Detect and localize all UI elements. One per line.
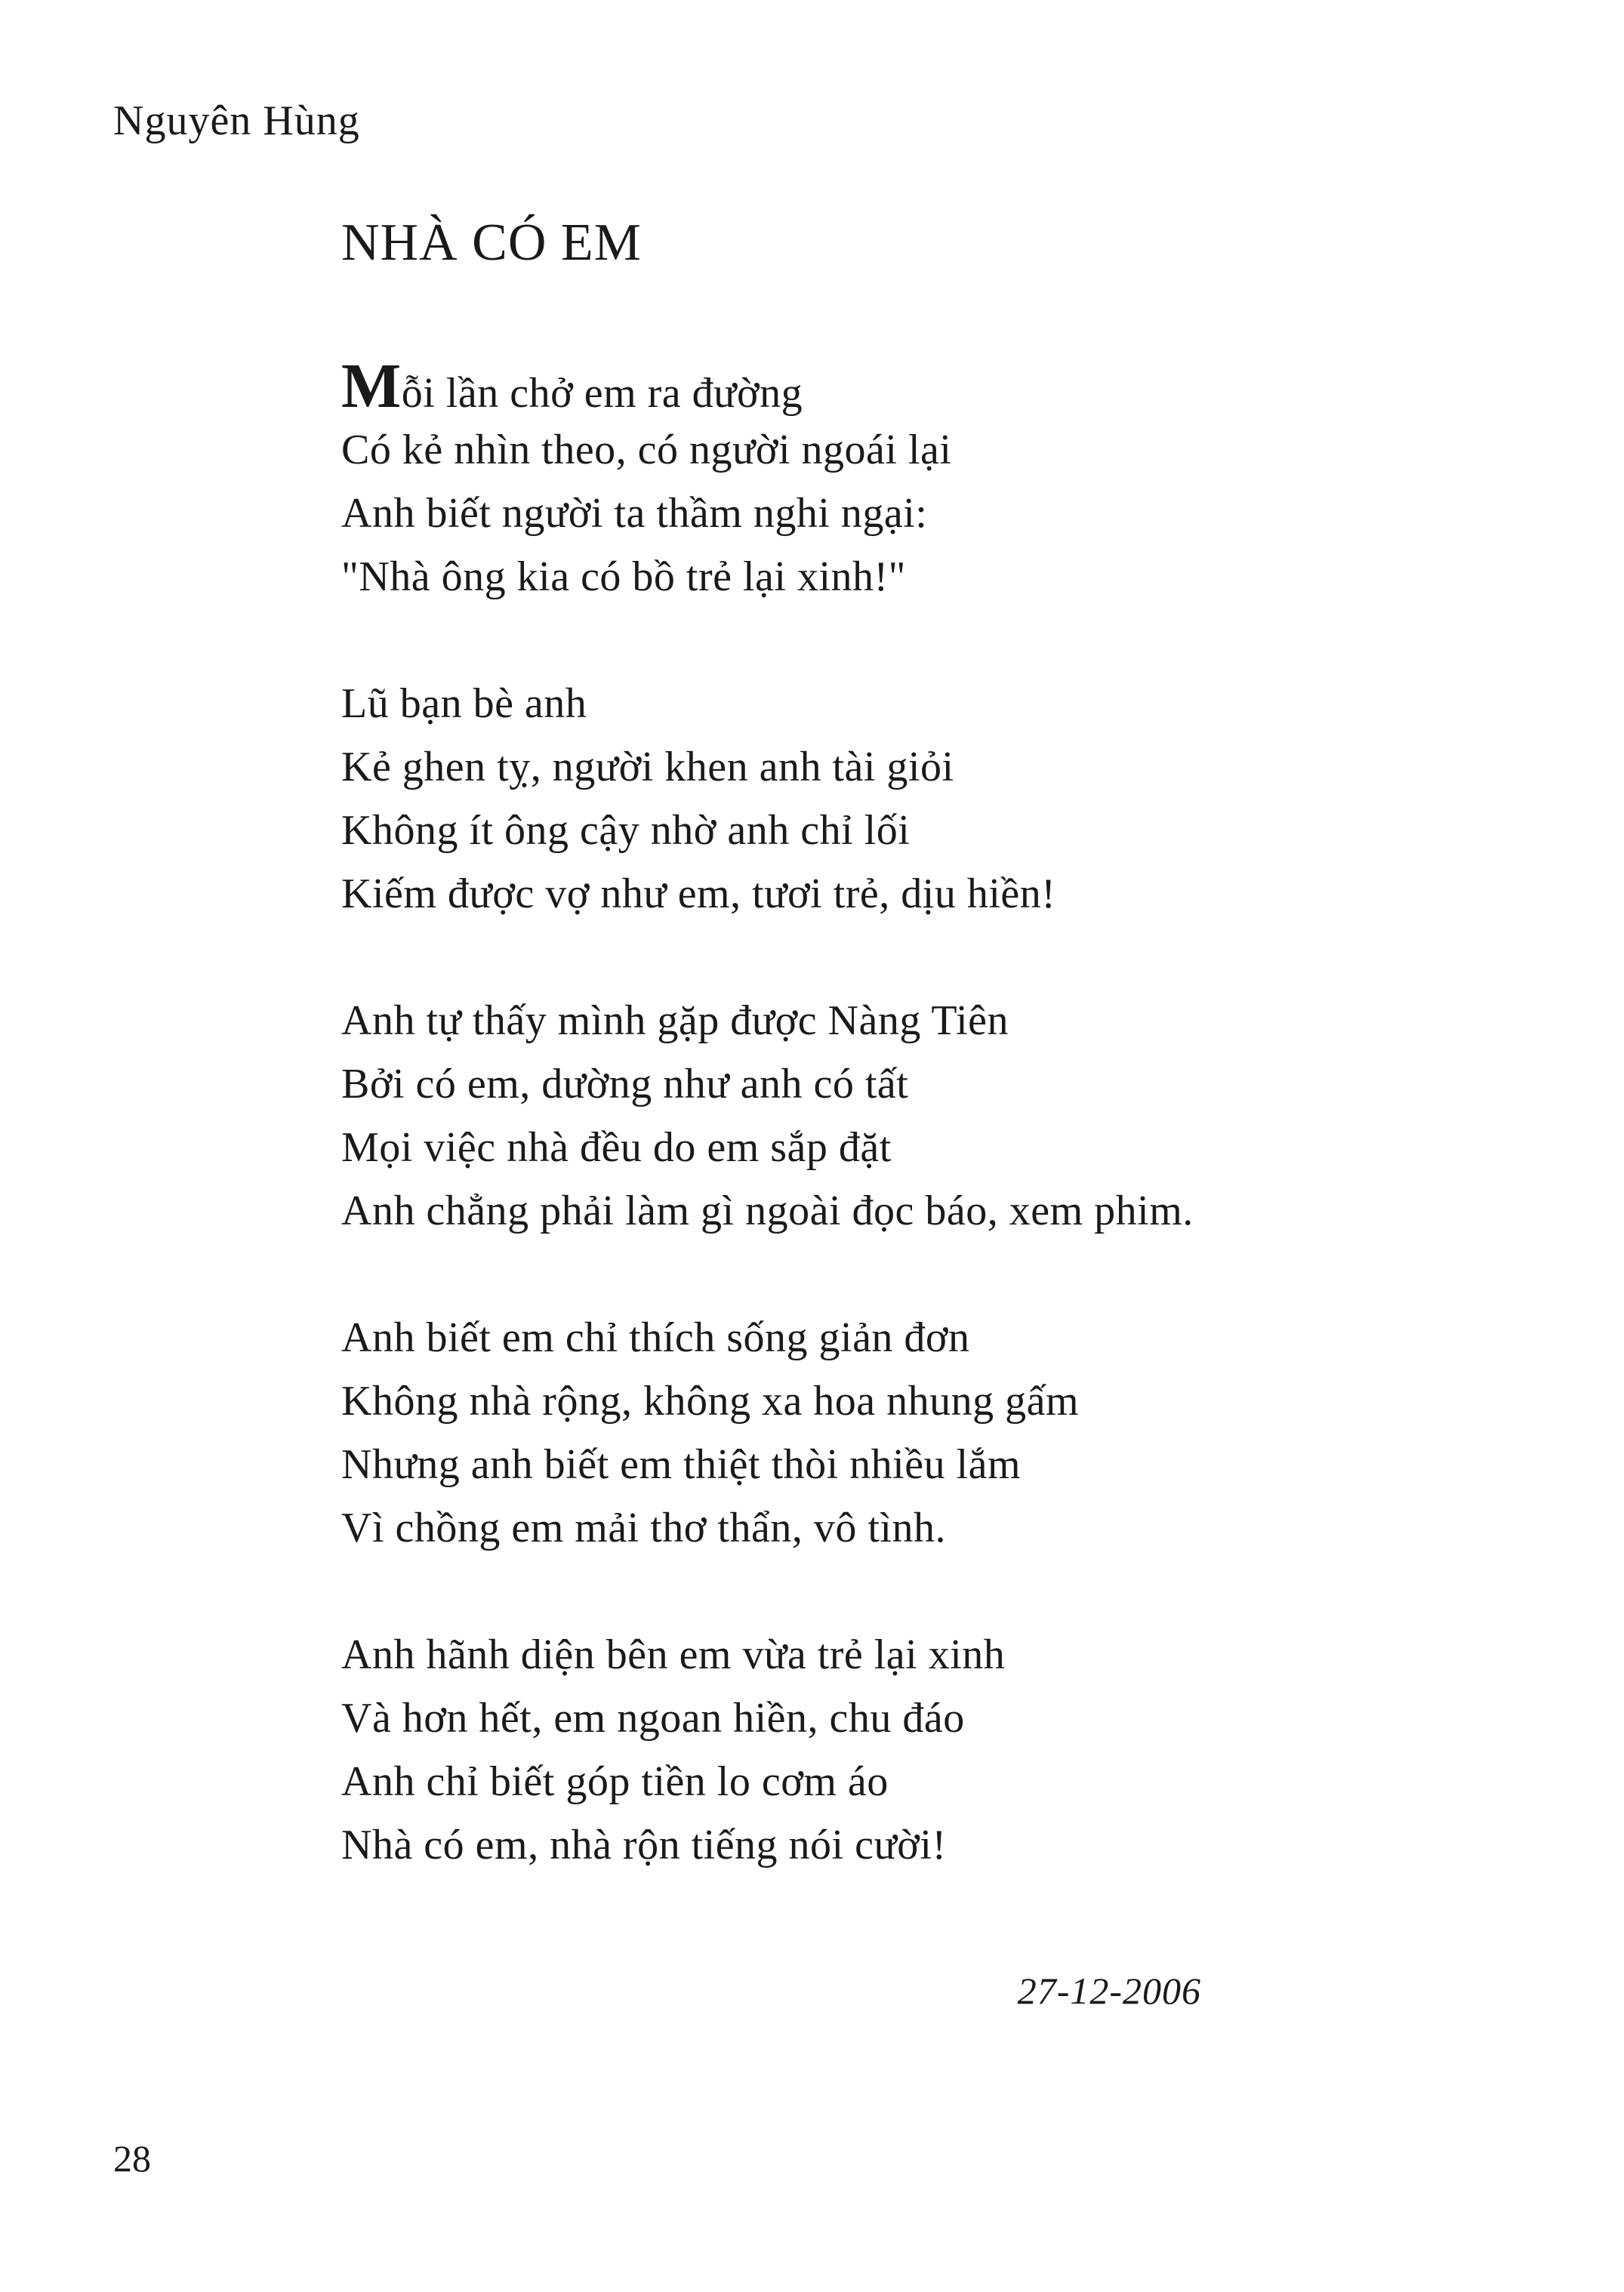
poem-line: Không nhà rộng, không xa hoa nhung gấm <box>341 1378 1080 1425</box>
poem-line: Lũ bạn bè anh <box>341 680 587 727</box>
poem-title: NHÀ CÓ EM <box>341 214 642 272</box>
poem-line: Kẻ ghen tỵ, người khen anh tài giỏi <box>341 744 954 790</box>
poem-line: Mọi việc nhà đều do em sắp đặt <box>341 1124 892 1171</box>
poem-line: Nhà có em, nhà rộn tiếng nói cười! <box>341 1822 947 1868</box>
poem-line: "Nhà ông kia có bồ trẻ lại xinh!" <box>341 553 907 600</box>
stanza-4 <box>341 1306 1398 1560</box>
poem-line: Bởi có em, dường như anh có tất <box>341 1061 909 1107</box>
stanza-2 <box>341 672 1398 926</box>
drop-cap: M <box>341 351 402 421</box>
poem-line: Anh chẳng phải làm gì ngoài đọc báo, xem phim. <box>341 1188 1194 1234</box>
page-number: 28 <box>113 2137 151 2180</box>
poem-line: Vì chồng em mải thơ thẩn, vô tình. <box>341 1505 946 1551</box>
poem-line: Nhưng anh biết em thiệt thòi nhiều lắm <box>341 1441 1022 1488</box>
poem-date: 27-12-2006 <box>1017 1970 1201 2012</box>
poem-line: Anh hãnh diện bên em vừa trẻ lại xinh <box>341 1631 1006 1678</box>
first-line-text: ỗi lần chở em ra đường <box>401 370 803 417</box>
stanza-1 <box>341 351 1398 608</box>
poem-line: Anh chỉ biết góp tiền lo cơm áo <box>341 1758 889 1805</box>
poem-body <box>341 351 1398 1940</box>
poem-line: Anh biết người ta thầm nghi ngại: <box>341 490 928 537</box>
poem-line <box>341 351 1398 421</box>
poem-line: Và hơn hết, em ngoan hiền, chu đáo <box>341 1695 965 1742</box>
poem-line: Anh tự thấy mình gặp được Nàng Tiên <box>341 997 1009 1044</box>
running-head-author: Nguyên Hùng <box>113 97 360 144</box>
poem-line: Anh biết em chỉ thích sống giản đơn <box>341 1314 970 1361</box>
stanza-5 <box>341 1623 1398 1877</box>
stanza-3 <box>341 989 1398 1243</box>
poem-line: Có kẻ nhìn theo, có người ngoái lại <box>341 427 952 473</box>
poem-line: Kiếm được vợ như em, tươi trẻ, dịu hiền! <box>341 870 1056 917</box>
poem-line: Không ít ông cậy nhờ anh chỉ lối <box>341 807 911 854</box>
